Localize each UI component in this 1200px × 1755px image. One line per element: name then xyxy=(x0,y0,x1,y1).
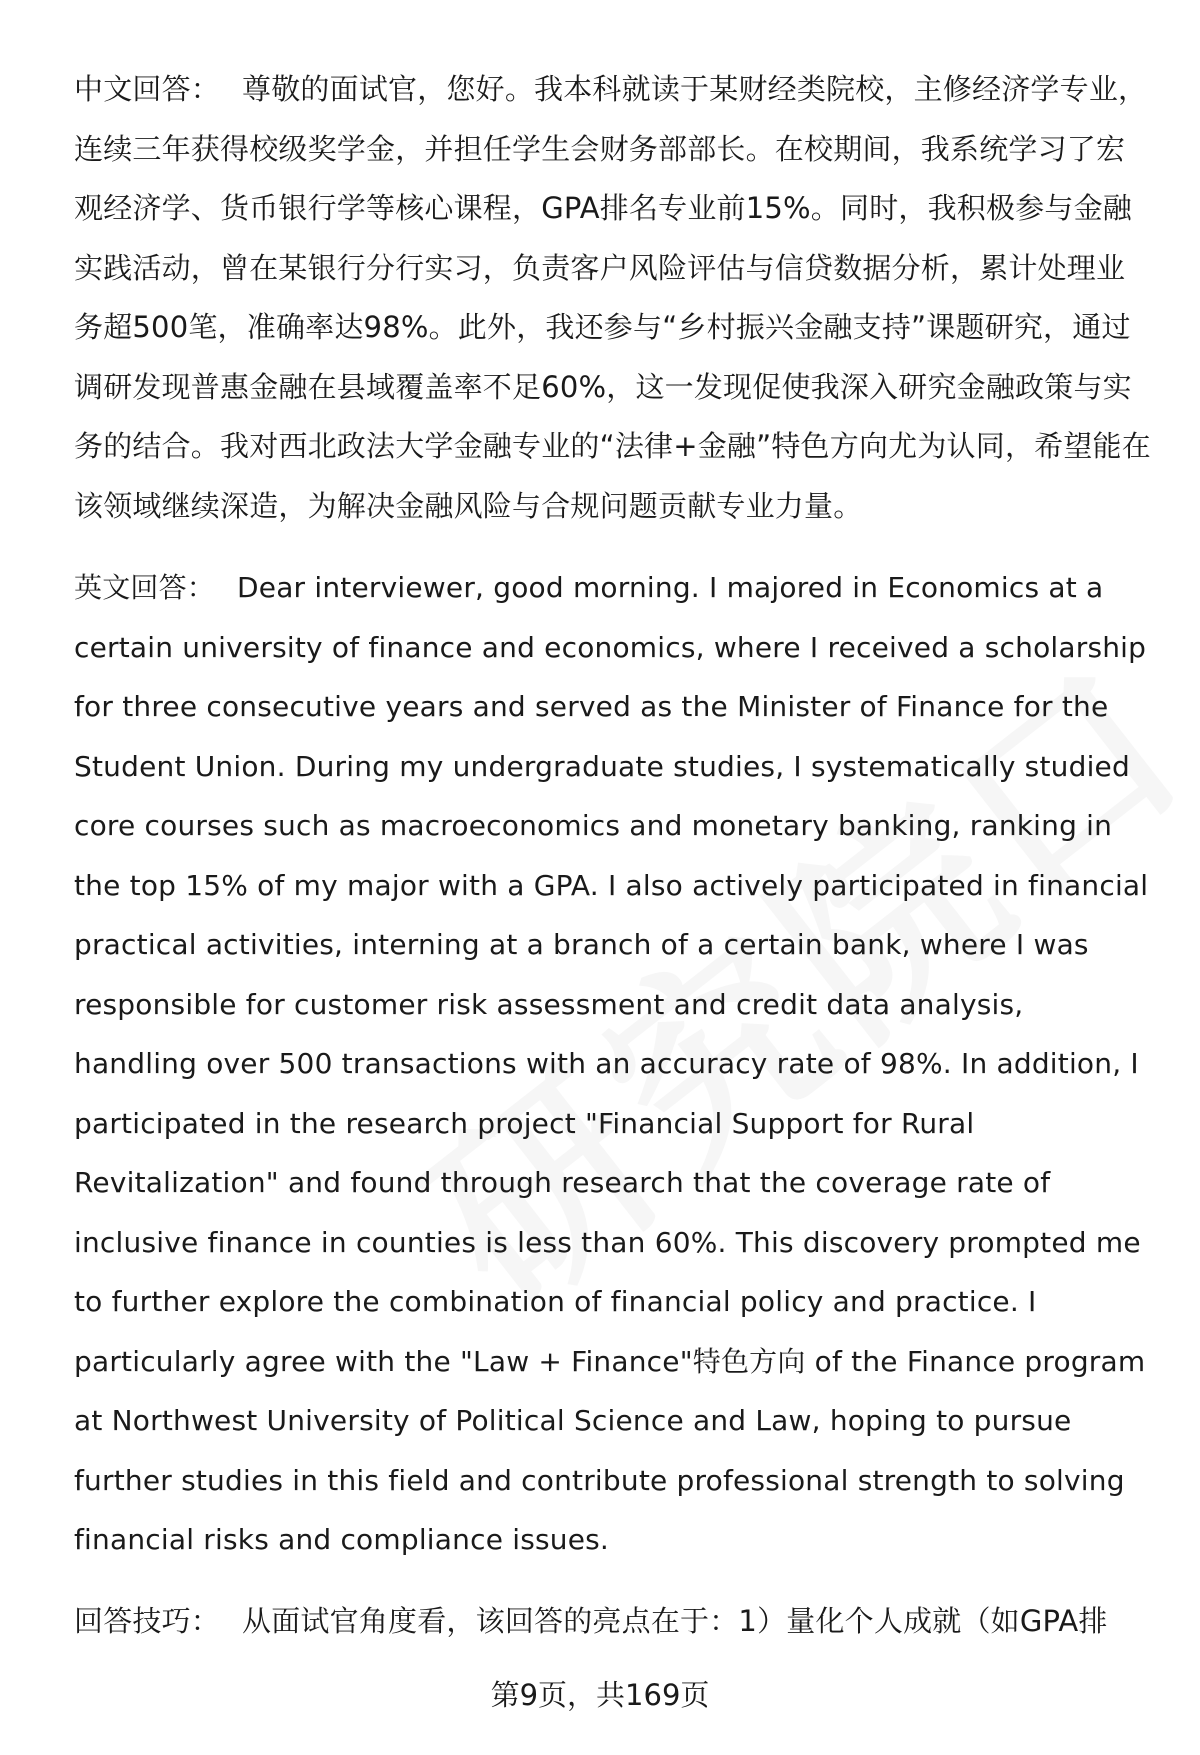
chinese-answer-paragraph xyxy=(74,60,1152,536)
chinese-answer-text: 尊敬的面试官，您好。我本科就读于某财经类院校，主修经济学专业，连续三年获得校级奖学金，并担任学生会财务部部长。在校期间，我系统学习了宏观经济学、货币银行学等核心课程，GPA排名专业前15%。同时，我积极参与金融实践活动，曾在某银行分行实习，负责客户风险评估与信贷数据分析，累计处理业务超500笔，准确率达98%。此外，我还参与“乡村振兴金融支持”课题研究，通过调研发现普惠金融在县域覆盖率不足60%，这一发现促使我深入研究金融政策与实务的结合。我对西北政法大学金融专业的“法律+金融”特色方向尤为认同，希望能在该领域继续深造，为解决金融风险与合规问题贡献专业力量。 xyxy=(74,72,1151,523)
answer-tips-paragraph xyxy=(74,1592,1152,1652)
english-answer-label: 英文回答： xyxy=(74,571,216,604)
page-footer: 第9页，共169页 xyxy=(490,1678,710,1712)
english-answer-text: Dear interviewer, good morning. I majored in Economics at a certain university of finance and economics, where I received a scholarship for three consecutive years and served as the Minister of Finance for the Student Union. During my undergraduate studies, I systematically studied core courses such as macroeconomics and monetary banking, ranking in the top 15% of my major with a GPA. I also actively participated in financial practical activities, interning at a branch of a certain bank, where I was responsible for customer risk assessment and credit data analysis, handling over 500 transactions with an accuracy rate of 98%. In addition, I participated in the research project "Financial Support for Rural Revitalization" and found through research that the coverage rate of inclusive finance in counties is less than 60%. This discovery prompted me to further explore the combination of financial policy and practice. I particularly agree with the "Law + Finance"特色方向 of the Finance program at Northwest University of Political Science and Law, hoping to pursue further studies in this field and contribute professional strength to solving financial risks and compliance issues. xyxy=(74,571,1149,1556)
chinese-answer-label: 中文回答： xyxy=(74,72,221,106)
answer-tips-text: 从面试官角度看，该回答的亮点在于：1）量化个人成就（如GPA排 xyxy=(242,1603,1108,1638)
document-page xyxy=(74,60,1152,1651)
answer-tips-label: 回答技巧： xyxy=(74,1603,221,1638)
english-answer-paragraph xyxy=(74,558,1152,1570)
